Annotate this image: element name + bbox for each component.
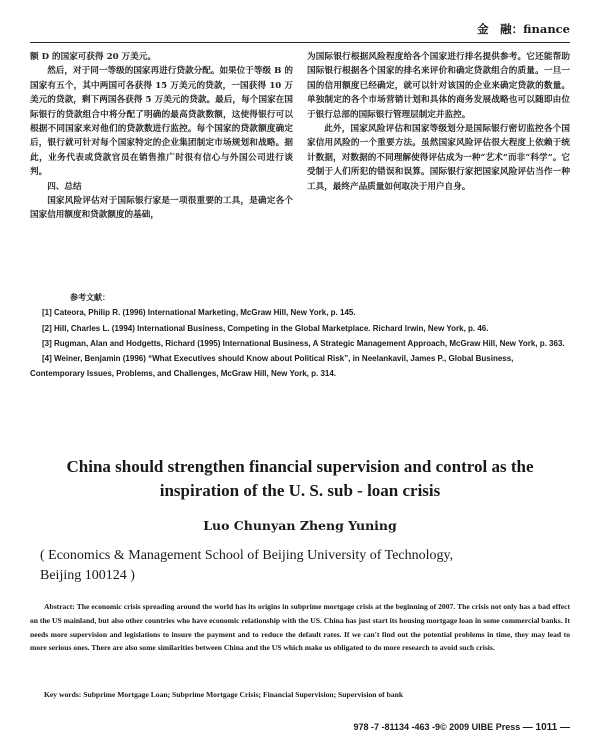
two-column-body [30,50,570,275]
keywords-text: Subprime Mortgage Loan; Subprime Mortgage Crisis; Financial Supervision; Supervision of bank [83,690,404,699]
keywords-label: Key words: [44,690,82,699]
authors: Luo Chunyan Zheng Yuning [203,518,397,533]
page-footer [30,722,570,733]
references-heading: 参考文献： [70,293,110,302]
abstract [30,600,570,655]
section-heading-summary: 四、总结 [47,181,82,192]
article-title-line-1: China should strengthen financial supervision and control as the [66,457,534,476]
keywords [30,690,570,699]
page-number: — 1011 — [522,722,570,733]
affiliation-line-1: ( Economics & Management School of Beijing University of Technology, [40,548,454,563]
footer-isbn: 978 -7 -81134 -463 -9© 2009 UIBE Press [353,722,521,732]
reference-item: [3] Rugman, Alan and Hodgetts, Richard (1995) International Business, A Strategic Management Approach, McGraw Hill, New York, p. 363. [42,338,565,348]
right-column [307,50,570,194]
references [30,290,570,382]
left-column [30,50,293,223]
affiliation [40,546,560,586]
article-title-line-2: inspiration of the U. S. sub - loan crisis [159,481,441,500]
article-title [30,455,570,503]
reference-item: [1] Cateora, Philip R. (1996) International Marketing, McGraw Hill, New York, p. 145. [42,308,356,318]
right-paragraph-1: 为国际银行根据风险程度给各个国家进行排名提供参考。它还能帮助国际银行根据各个国家的排名来评价和确定贷款组合的质量。一旦一国的信用额度已经确定，就可以针对该国的企业来确定贷款的数量。单独制定的各个市场营销计划和具体的商务发展战略也可以随即由位于银行总部的国际银行管理层制定并监控。 [307,52,570,120]
running-title: 金 融：finance [477,22,570,36]
left-paragraph-1: 额 D 的国家可获得 20 万美元。 [30,52,156,62]
abstract-text: The economic crisis spreading around the world has its origins in subprime mortgage crisis at the beginning of 2007. The crisis not only has a bad effect on the US mainland, but also other countries who have economic relationship with the US. China has just start its housing mortgage loan in some commercial banks. It needs more supervision and legislations to insure the payment and to reduce the default rates. If we can't find out the potential problems in time, they may lead to more serious ones. There are also some similarities between China and the US which make us obligated to do more research to avoid such crisis. [30,602,570,653]
reference-item: [4] Weiner, Benjamin (1996) “What Executives should Know about Political Risk”, in Neelankavil, James P., Global Business, Contemporary Issues, Problems, and Challenges, McGraw Hill, New York, p. 314. [30,354,514,379]
right-paragraph-2: 此外，国家风险评估和国家等级划分是国际银行密切监控各个国家信用风险的一个重要方法。虽然国家风险评估很大程度上依赖于统计数据，对数据的不同理解使得评估成为一种“艺术”而非“科学”。它受制于人们所犯的错误和误算。国际银行家把国家风险评估当作一种工具，最终产品质量如何取决于用户自身。 [307,124,570,192]
running-header [30,16,570,43]
affiliation-line-2: Beijing 100124 ) [40,568,135,583]
abstract-label: Abstract: [44,602,75,611]
left-paragraph-3: 国家风险评估对于国际银行家是一项很重要的工具，是确定各个国家信用额度和贷款额度的基础， [30,196,293,221]
reference-item: [2] Hill, Charles L. (1994) International Business, Competing in the Global Marketplace. Richard Irwin, New York, p. 46. [42,323,489,333]
left-paragraph-2: 然后，对于同一等级的国家再进行贷款分配。如果位于等级 B 的国家有五个，其中两国可各获得 15 万美元的贷款，一国获得 10 万美元的贷款，剩下两国各获得 5 万美元的贷款。最后，每个国家在国际银行的贷款组合中将分配了明确的最高贷款数额，这使得银行可以根据不同国家来对他们的贷款数进行监控。每个国家的贷款额度确定后，银行就可针对每个国家特定的企业集团制定市场规划和战略。据此，业务代表或贷款官员在销售推广时很有信心与外国公司进行谈判。 [30,66,293,178]
